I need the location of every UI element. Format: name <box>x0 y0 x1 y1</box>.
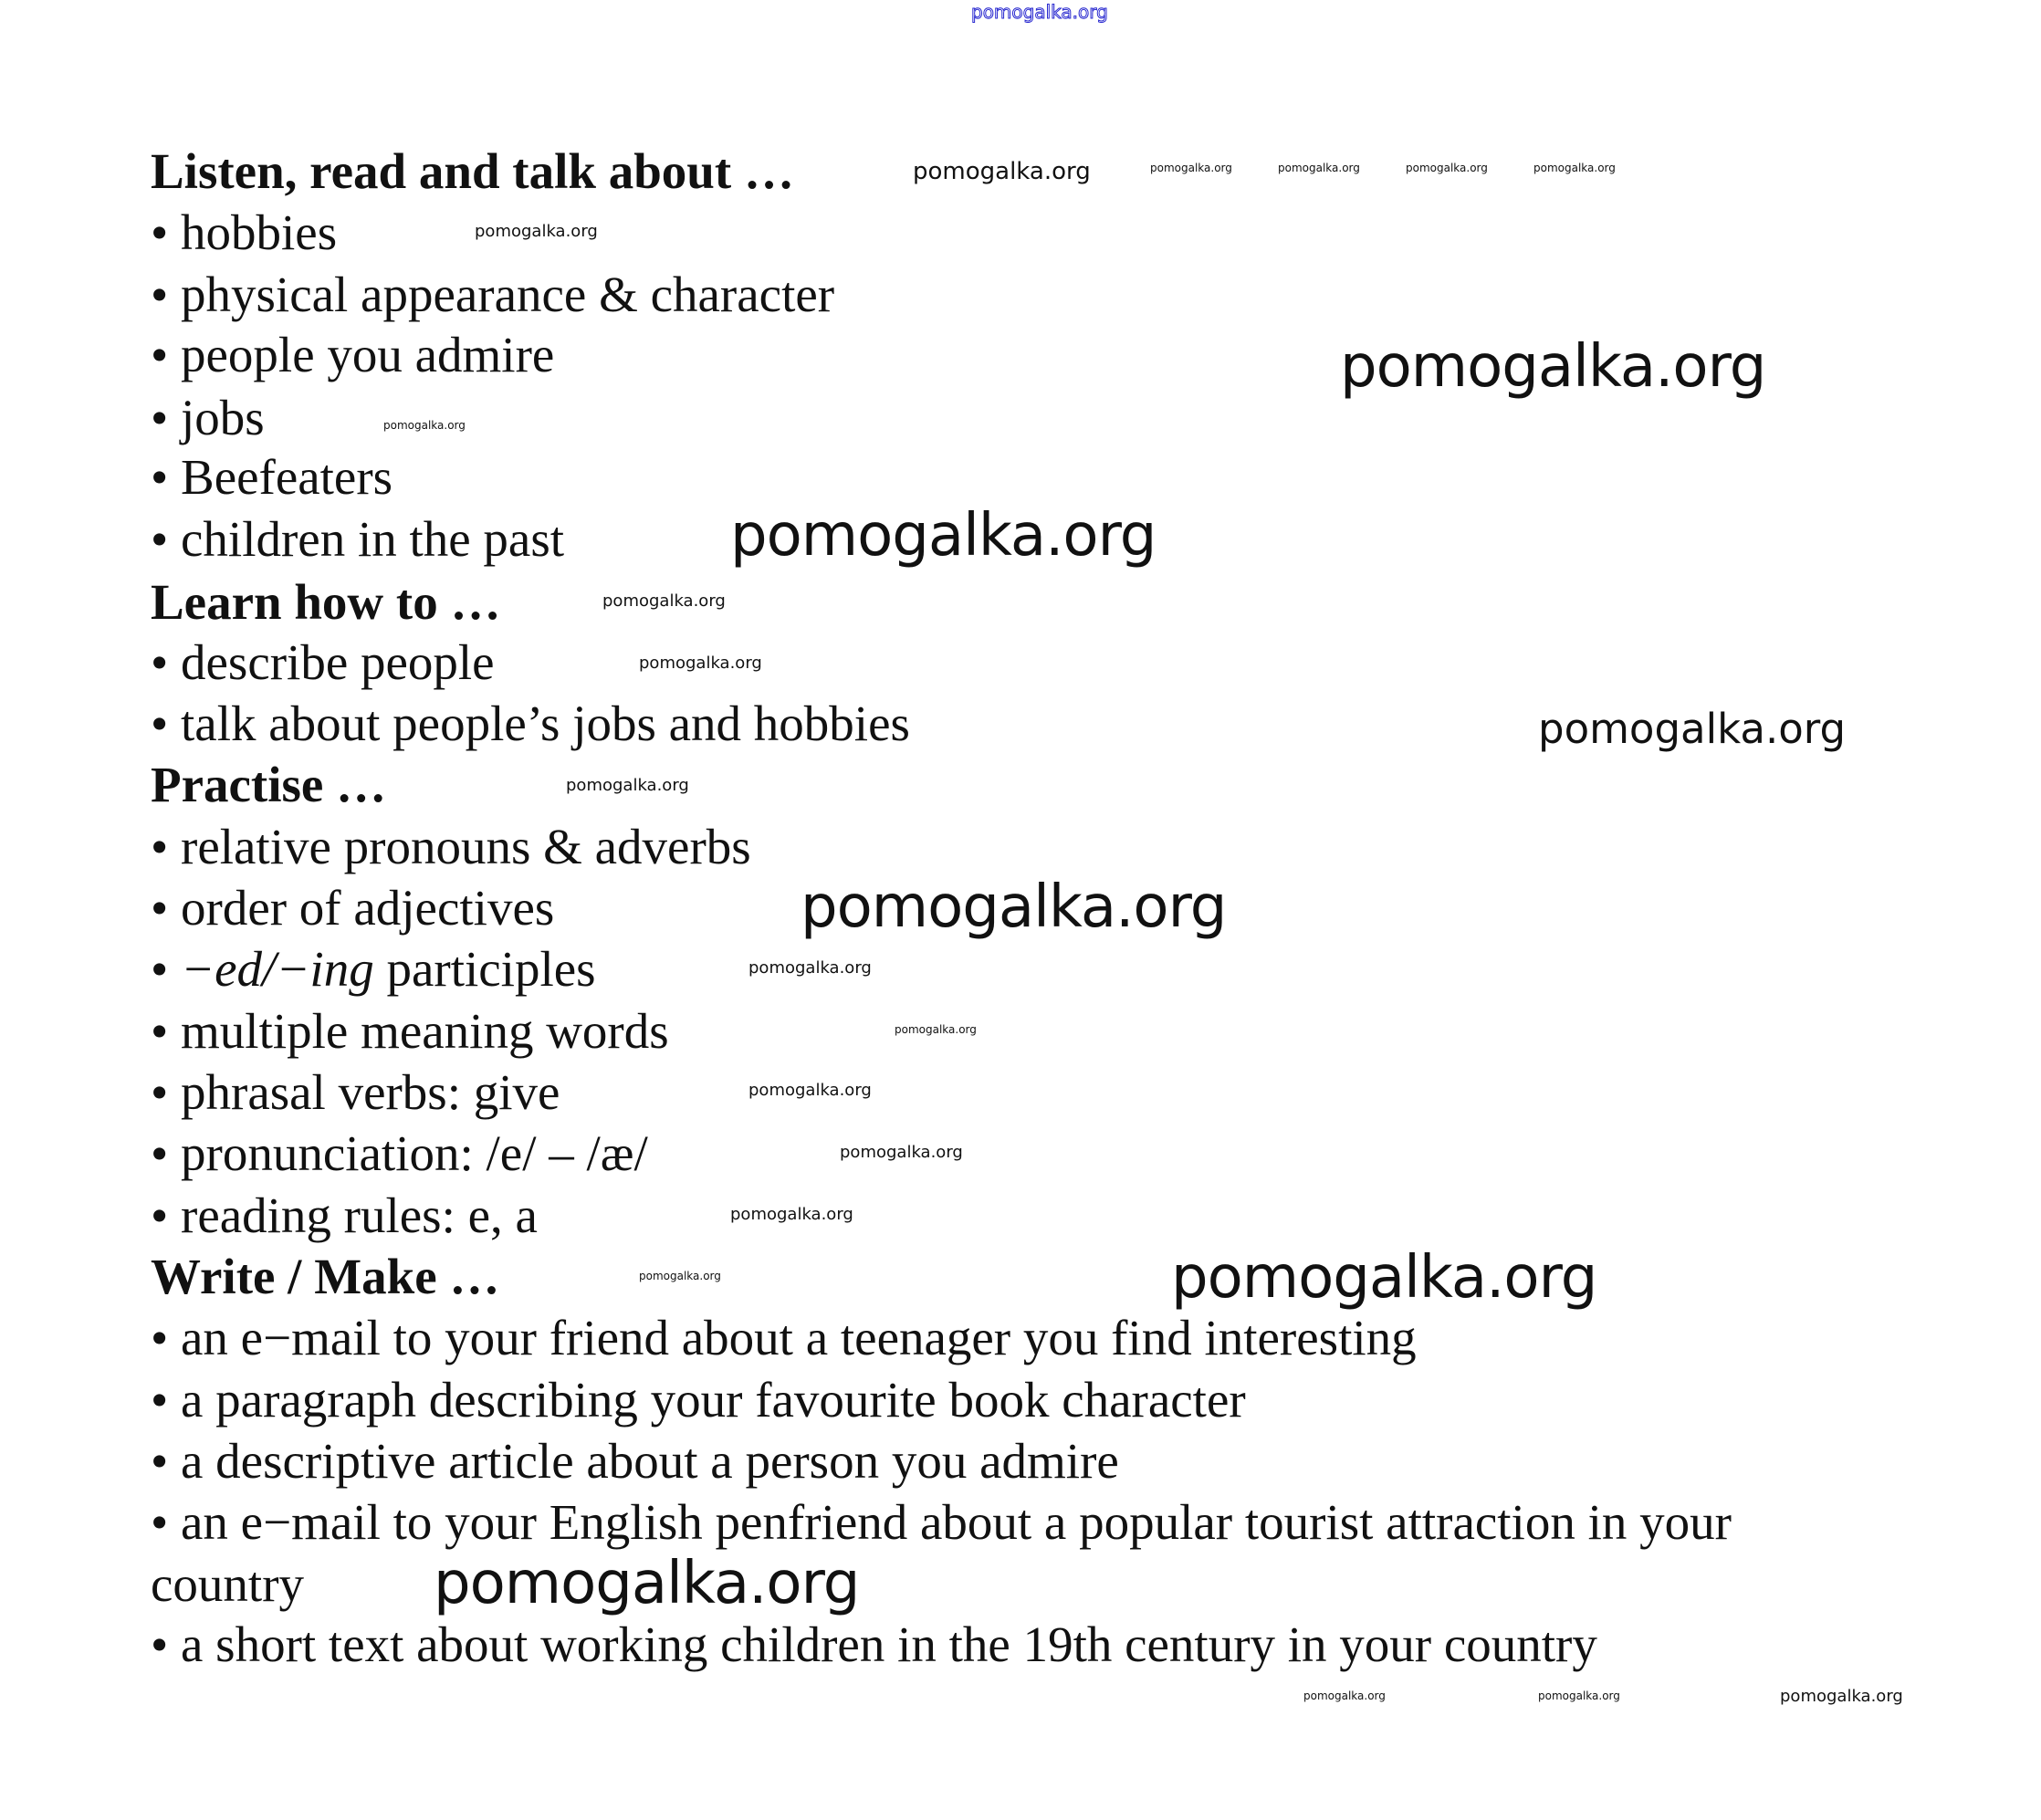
watermark: pomogalka.org <box>748 1081 872 1100</box>
heading-listen: Listen, read and talk about … <box>151 143 794 199</box>
list-item: • people you admire <box>151 327 555 382</box>
watermark: pomogalka.org <box>475 222 598 241</box>
suffixes: −ed/−ing <box>181 941 374 997</box>
list-item: • physical appearance & character <box>151 267 835 322</box>
list-item: • children in the past <box>151 511 565 567</box>
watermark: pomogalka.org <box>639 1270 721 1282</box>
list-item: • relative pronouns & adverbs <box>151 819 751 874</box>
list-item: • order of adjectives <box>151 880 555 936</box>
list-item: • a descriptive article about a person you admire <box>151 1433 1119 1489</box>
list-item: • jobs <box>151 390 265 445</box>
bullet: • <box>151 941 182 997</box>
list-item: • phrasal verbs: give <box>151 1064 560 1120</box>
watermark: pomogalka.org <box>602 591 726 611</box>
watermark: pomogalka.org <box>895 1023 977 1036</box>
watermark: pomogalka.org <box>434 1550 860 1617</box>
watermark: pomogalka.org <box>748 958 872 978</box>
list-item: • pronunciation: /e/ – /æ/ <box>151 1125 648 1181</box>
watermark: pomogalka.org <box>639 654 762 673</box>
heading-write: Write / Make … <box>151 1249 500 1304</box>
list-item: country <box>151 1556 305 1612</box>
watermark: pomogalka.org <box>913 158 1091 185</box>
watermark: pomogalka.org <box>1278 162 1360 174</box>
watermark: pomogalka.org <box>1538 1689 1620 1702</box>
list-item: • reading rules: e, a <box>151 1187 538 1243</box>
list-item: • describe people <box>151 634 495 690</box>
watermark: pomogalka.org <box>383 419 466 432</box>
watermark: pomogalka.org <box>1780 1687 1903 1706</box>
list-item: • talk about people’s jobs and hobbies <box>151 696 910 751</box>
list-item: • an e−mail to your friend about a teenager you find interesting <box>151 1310 1417 1365</box>
watermark: pomogalka.org <box>1171 1244 1597 1312</box>
watermark-top: pomogalka.org <box>971 1 1108 23</box>
list-item: • a paragraph describing your favourite book character <box>151 1372 1246 1428</box>
watermark: pomogalka.org <box>566 776 689 795</box>
watermark: pomogalka.org <box>730 502 1157 570</box>
watermark: pomogalka.org <box>1340 333 1766 401</box>
list-item: • multiple meaning words <box>151 1003 669 1059</box>
watermark: pomogalka.org <box>1150 162 1232 174</box>
watermark: pomogalka.org <box>1533 162 1616 174</box>
heading-learn: Learn how to … <box>151 574 501 630</box>
watermark: pomogalka.org <box>840 1143 963 1162</box>
list-item: • an e−mail to your English penfriend about a popular tourist attraction in your <box>151 1494 1732 1550</box>
list-item <box>151 939 596 999</box>
watermark: pomogalka.org <box>730 1205 853 1224</box>
heading-practise: Practise … <box>151 757 387 812</box>
watermark: pomogalka.org <box>1538 705 1847 753</box>
list-item: • Beefeaters <box>151 449 393 505</box>
item-text: participles <box>373 941 596 997</box>
watermark: pomogalka.org <box>1406 162 1488 174</box>
watermark: pomogalka.org <box>1303 1689 1386 1702</box>
list-item: • a short text about working children in the 19th century in your country <box>151 1616 1597 1672</box>
list-item: • hobbies <box>151 204 338 260</box>
watermark: pomogalka.org <box>801 873 1227 941</box>
